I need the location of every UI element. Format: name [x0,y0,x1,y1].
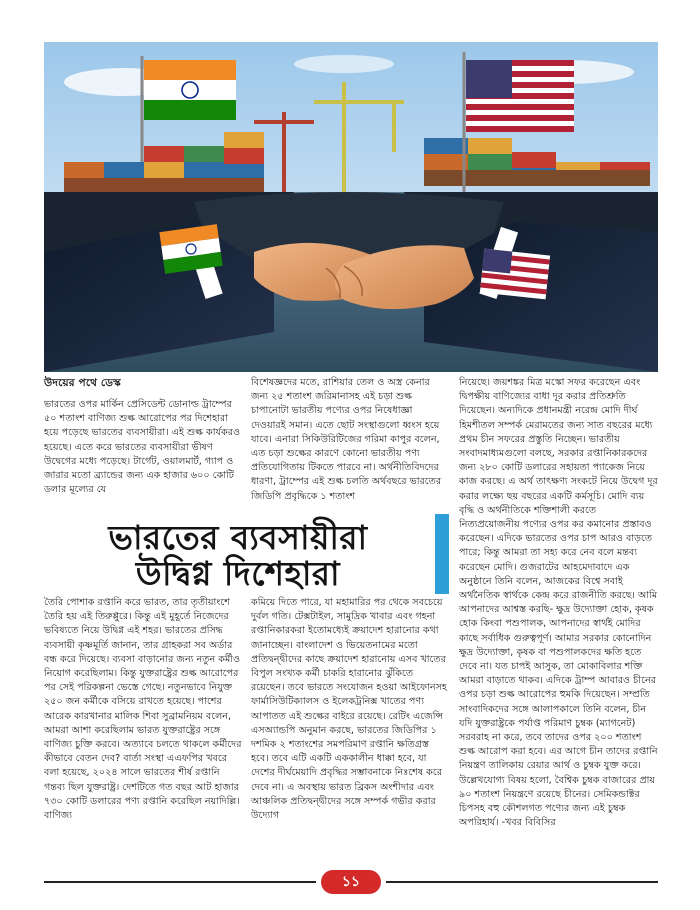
hero-image [44,42,658,372]
headline-line-1: ভারতের ব্যবসায়ীরা [108,518,368,557]
footer-rule-right [386,881,658,883]
handshake-illustration [44,42,658,372]
page-number: ১১ [321,870,381,894]
india-flag-icon [144,60,236,120]
article-paragraph: বিশেষজ্ঞদের মতে, রাশিয়ার তেল ও অস্ত্র কেনার জন্য ২৫ শতাংশ জরিমানাসহ এই চড়া শুল্ক চাপানোটা ভারতীয় পণ্যের ওপর নিষেধাজ্ঞা দেওয়ারই সমান। এতে ছোট সংস্থাগুলো ধ্বংস হয়ে যাবে। এনারা সিকিউরিটিজের গরিমা কাপুর বলেন, এত চড়া শুল্কের কারণে কোনো ভারতীয় পণ্য প্রতিযোগিতায় টিকতে পারবে না। অর্থনীতিবিদদের ধারণা, ট্রাম্পের এই শুল্ক চলতি অর্থবছরে ভারতের জিডিপি প্রবৃদ্ধিকে ১ শতাংশ [251,377,442,502]
article-paragraph: কমিয়ে দিতে পারে, যা মহামারির পর থেকে সবচেয়ে দুর্বল গতি। টেক্সটাইল, সামুদ্রিক খাবার এবং গহনা রপ্তানিকারকরা ইতোমধ্যেই ক্রয়াদেশ হারানোর কথা জানাচ্ছেন। বাংলাদেশ ও ভিয়েতনামের মতো প্রতিদ্বন্দ্বীদের কাছে ক্রয়াদেশ হারানোয় এসব খাতের বিপুল সংখ্যক কর্মী চাকরি হারানোর ঝুঁকিতে রয়েছেন। তবে ভারতে সংযোজন হওয়া আইফোনসহ ফার্মাসিউটিক্যালস ও ইলেকট্রনিক্স খাতের পণ্য আপাতত এই শুল্কের বাইরে রয়েছে। রেটিং এজেন্সি এসঅ্যান্ডপি অনুমান করছে, ভারতের জিডিপির ১ দশমিক ২ শতাংশের সমপরিমাণ রপ্তানি ক্ষতিগ্রস্ত হবে। তবে এটি একটি এককালীন ধাক্কা হবে, যা দেশের দীর্ঘমেয়াদি প্রবৃদ্ধির সম্ভাবনাকে নিঃশেষ করে দেবে না। এ অবস্থায় ভারত ব্রিকস অংশীদার এবং আঞ্চলিক প্রতিদ্বন্দ্বীদের সঙ্গে সম্পর্ক গভীর করার উদ্যোগ [251,597,447,822]
india-sleeve-flag-icon [159,224,222,274]
headline-box [44,514,448,594]
usa-sleeve-flag-icon [480,249,550,300]
footer-rule-left [44,881,316,883]
article-paragraph: ভারতের ওপর মার্কিন প্রেসিডেন্ট ডোনাল্ড ট্রাম্পের ৫০ শতাংশ বাণিজ্য শুল্ক আরোপের পর দিশেহারা হয়ে পড়েছে ভারতের ব্যবসায়ীরা। এই শুল্ক কার্যকরও হয়েছে। এতে করে ভারতের ব্যবসায়ীরা ভীষণ উদ্বেগের মধ্যে পড়েছে। টার্গেট, ওয়ালমার্ট, গ্যাপ ও জারার মতো ব্র্যান্ডের জন্য এক হাজার ৬০০ কোটি ডলার মূল্যের যে [44,399,241,496]
headline-line-2: উদ্বিগ্ন দিশেহারা [135,554,341,593]
headline [44,520,432,592]
column-3 [459,376,659,831]
usa-flag-icon [466,60,574,132]
article-paragraph: নিয়েছে। জয়শঙ্কর মিত্র মস্কো সফর করেছেন এবং দ্বিপক্ষীয় বাণিজ্যের বাধা দূর করার প্রতিশ্রুতি দিয়েছেন। অন্যদিকে প্রধানমন্ত্রী নরেন্দ্র মোদি দীর্ঘ হিমশীতল সম্পর্ক মেরামতের জন্য সাত বছরের মধ্যে প্রথম চীন সফরের প্রস্তুতি নিচ্ছেন। ভারতীয় সংবাদমাধ্যমগুলো বলছে, সরকার রপ্তানিকারকদের জন্য ২৮০ কোটি ডলারের সহায়তা প্যাকেজ নিয়ে কাজ করছে। এ অর্থ তাৎক্ষণ্য সংকটে নিয়ে উদ্বেগ দূর করার লক্ষ্যে ছয় বছরের একটি কর্মসূচি। মোদি ব্যয় বৃদ্ধি ও অর্থনীতিকে শক্তিশালী করতে নিত্যপ্রয়োজনীয় পণ্যের ওপর কর কমানোর প্রস্তাবও করেছেন। এদিকে ভারতের ওপর চাপ আরও বাড়তে পারে; কিন্তু আমরা তা সহ্য করে নেব বলে মন্তব্য করেছেন মোদি। গুজরাটের আহমেদাবাদে এক অনুষ্ঠানে তিনি বলেন, আজকের বিশ্বে সবাই অর্থনৈতিক স্বার্থকে কেন্দ্র করে রাজনীতি করছে। আমি আপনাদের আশ্বস্ত করছি- ক্ষুদ্র উদ্যোক্তা হোক, কৃষক হোক কিংবা পশুপালক, আপনাদের স্বার্থই মোদির কাছে সর্বাধিক গুরুত্বপূর্ণ। আমার সরকার কোনোদিন ক্ষুদ্র উদ্যোক্তা, কৃষক বা পশুপালকদের ক্ষতি হতে দেবে না। যত চাপই আসুক, তা মোকাবিলার শক্তি আমরা বাড়াতে থাকব। এদিকে ট্রাম্প আবারও চীনের ওপর চড়া শুল্ক আরোপের হুমকি দিয়েছেন। সম্প্রতি সাংবাদিকদের সঙ্গে আলাপকালে তিনি বলেন, চীন যদি যুক্তরাষ্ট্রকে পর্যাপ্ত পরিমাণ চুম্বক (ম্যাগনেট) সরবরাহ না করে, তবে তাদের ওপর ২০০ শতাংশ শুল্ক আরোপ করা হবে। এর আগে চীন তাদের রপ্তানি নিয়ন্ত্রণ তালিকায় রেয়ার আর্থ ও চুম্বক যুক্ত করে। উল্লেখযোগ্য বিষয় হলো, বৈশ্বিক চুম্বক বাজারের প্রায় ৯০ শতাংশ নিয়ন্ত্রণে রয়েছে চীনের। সেমিকন্ডাক্টর চিপসহ বহু কৌশলগত পণ্যের জন্য এই চুম্বক অপরিহার্য। -খবর বিবিসির [459,377,658,829]
column-1-top [44,398,242,497]
article-paragraph: তৈরি পোশাক রপ্তানি করে ভারত, তার তৃতীয়াংশে তৈরি হয় এই তিরুপ্পুরে। কিন্তু এই মুহূর্তে নিজেদের ভবিষ্যতে নিয়ে উদ্বিগ্ন এই শহর। ভারতের প্রসিদ্ধ ব্যবসায়ী কৃষ্ণমূর্তি জানান, তার গ্রাহকরা সব অর্ডার বন্ধ করে দিয়েছে। ব্যবসা বাড়ানোর জন্য নতুন কর্মীও নিয়োগ করেছিলাম। কিন্তু যুক্তরাষ্ট্রের শুল্ক আরোপের পর সেই পরিকল্পনা ভেস্তে গেছে। নতুনভাবে নিযুক্ত ২৫০ জন কর্মীকে বসিয়ে রাখতে হয়েছে। পাশের আরেক কারখানার মালিক শিবা সুব্রামনিয়ম বলেন, আমরা আশা করেছিলাম ভারত যুক্তরাষ্ট্রের সঙ্গে বাণিজ্য চুক্তি করবে। অত্যাবে চলতে থাকলে কর্মীদের কীভাবে বেতন দেব? বার্তা সংস্থা এএফপির খবরে বলা হয়েছে, ২০২৪ সালে ভারতের শীর্ষ রপ্তানি গন্তব্য ছিল যুক্তরাষ্ট্র। দেশটিতে গত বছর আট হাজার ৭৩০ কোটি ডলারের পণ্য রপ্তানি করেছিল নয়াদিল্লি। বাণিজ্য [44,597,242,822]
page-footer [44,868,658,896]
column-2-top [251,376,449,504]
column-2-bottom [251,596,449,823]
column-1-bottom [44,596,242,823]
image-caption: উদয়ের পথে ডেস্ক [44,377,121,389]
headline-accent-bar [435,514,449,594]
